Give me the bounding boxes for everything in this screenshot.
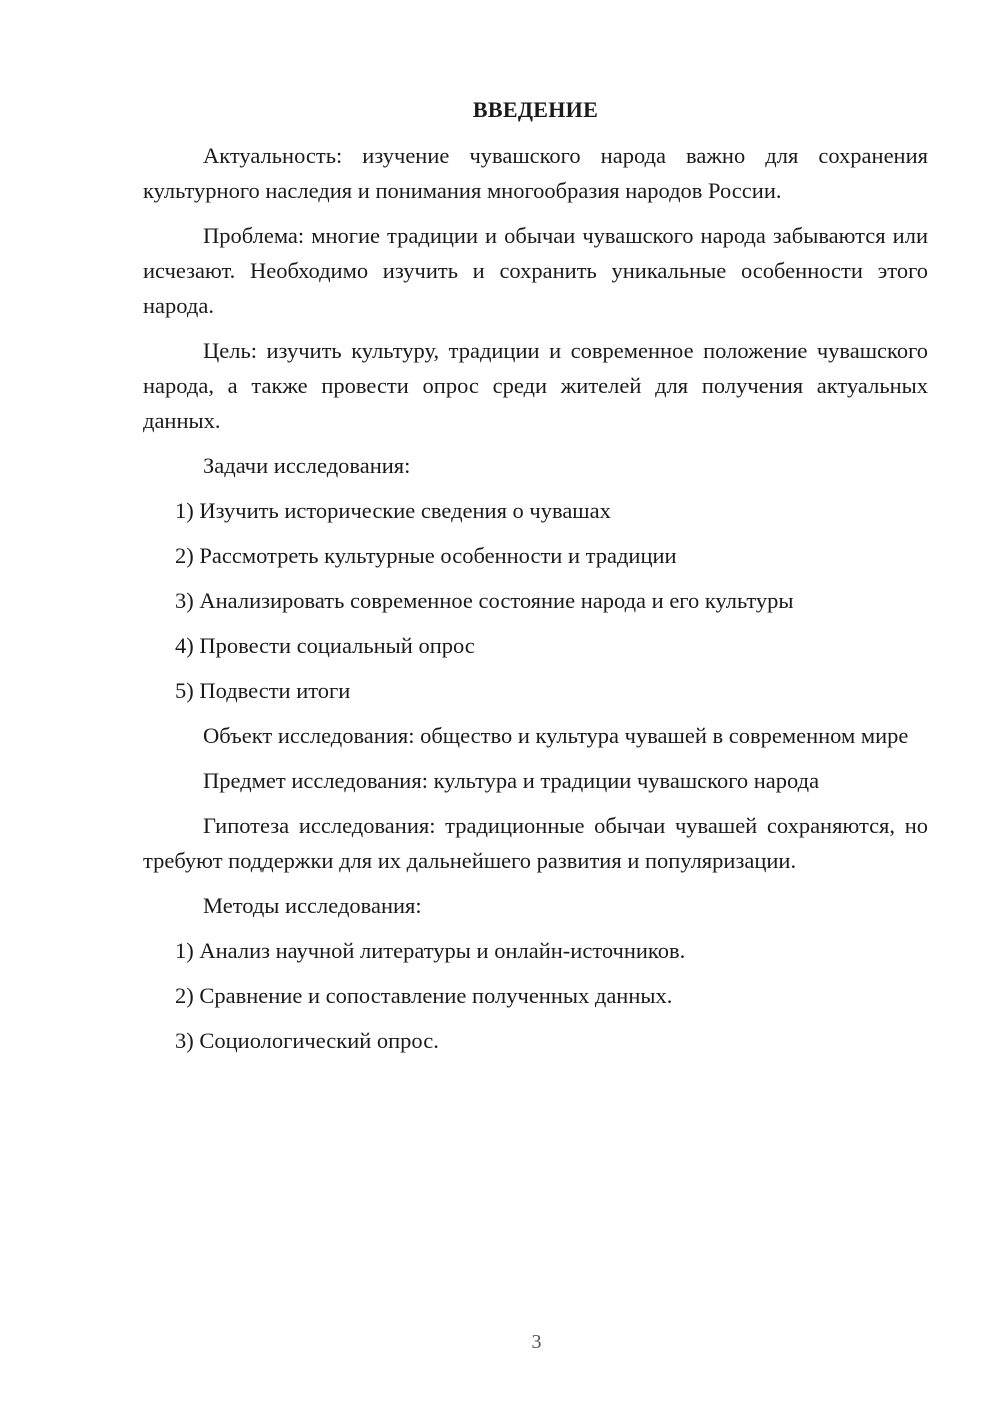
- page-number: 3: [531, 1331, 542, 1353]
- page-title: ВВЕДЕНИЕ: [472, 97, 599, 122]
- list-item: 3) Анализировать современное состояние народа и его культуры: [175, 588, 794, 613]
- hypothesis-paragraph: Гипотеза исследования: традиционные обычаи чувашей сохраняются, но требуют поддержки для их дальнейшего развития и популяризации.: [143, 813, 928, 873]
- list-item: 2) Сравнение и сопоставление полученных данных.: [175, 983, 673, 1008]
- list-item: 3) Социологический опрос.: [175, 1028, 439, 1053]
- tasks-heading: Задачи исследования:: [203, 453, 411, 478]
- relevance-paragraph: Актуальность: изучение чувашского народа важно для сохранения культурного наследия и понимания многообразия народов России.: [143, 143, 928, 203]
- list-item: 5) Подвести итоги: [175, 678, 351, 703]
- list-item: 1) Изучить исторические сведения о чувашах: [175, 498, 611, 523]
- subject-paragraph: Предмет исследования: культура и традиции чувашского народа: [203, 768, 820, 793]
- problem-paragraph: Проблема: многие традиции и обычаи чувашского народа забываются или исчезают. Необходимо изучить и сохранить уникальные особенности этого народа.: [143, 223, 928, 318]
- page-content: [143, 92, 928, 1068]
- list-item: 2) Рассмотреть культурные особенности и традиции: [175, 543, 677, 568]
- methods-list: [143, 933, 928, 1058]
- goal-paragraph: Цель: изучить культуру, традиции и современное положение чувашского народа, а также провести опрос среди жителей для получения актуальных данных.: [143, 338, 928, 433]
- object-paragraph: Объект исследования: общество и культура чувашей в современном мире: [203, 723, 909, 748]
- list-item: 4) Провести социальный опрос: [175, 633, 475, 658]
- methods-heading: Методы исследования:: [203, 893, 422, 918]
- tasks-list: [143, 493, 928, 708]
- list-item: 1) Анализ научной литературы и онлайн-источников.: [175, 938, 686, 963]
